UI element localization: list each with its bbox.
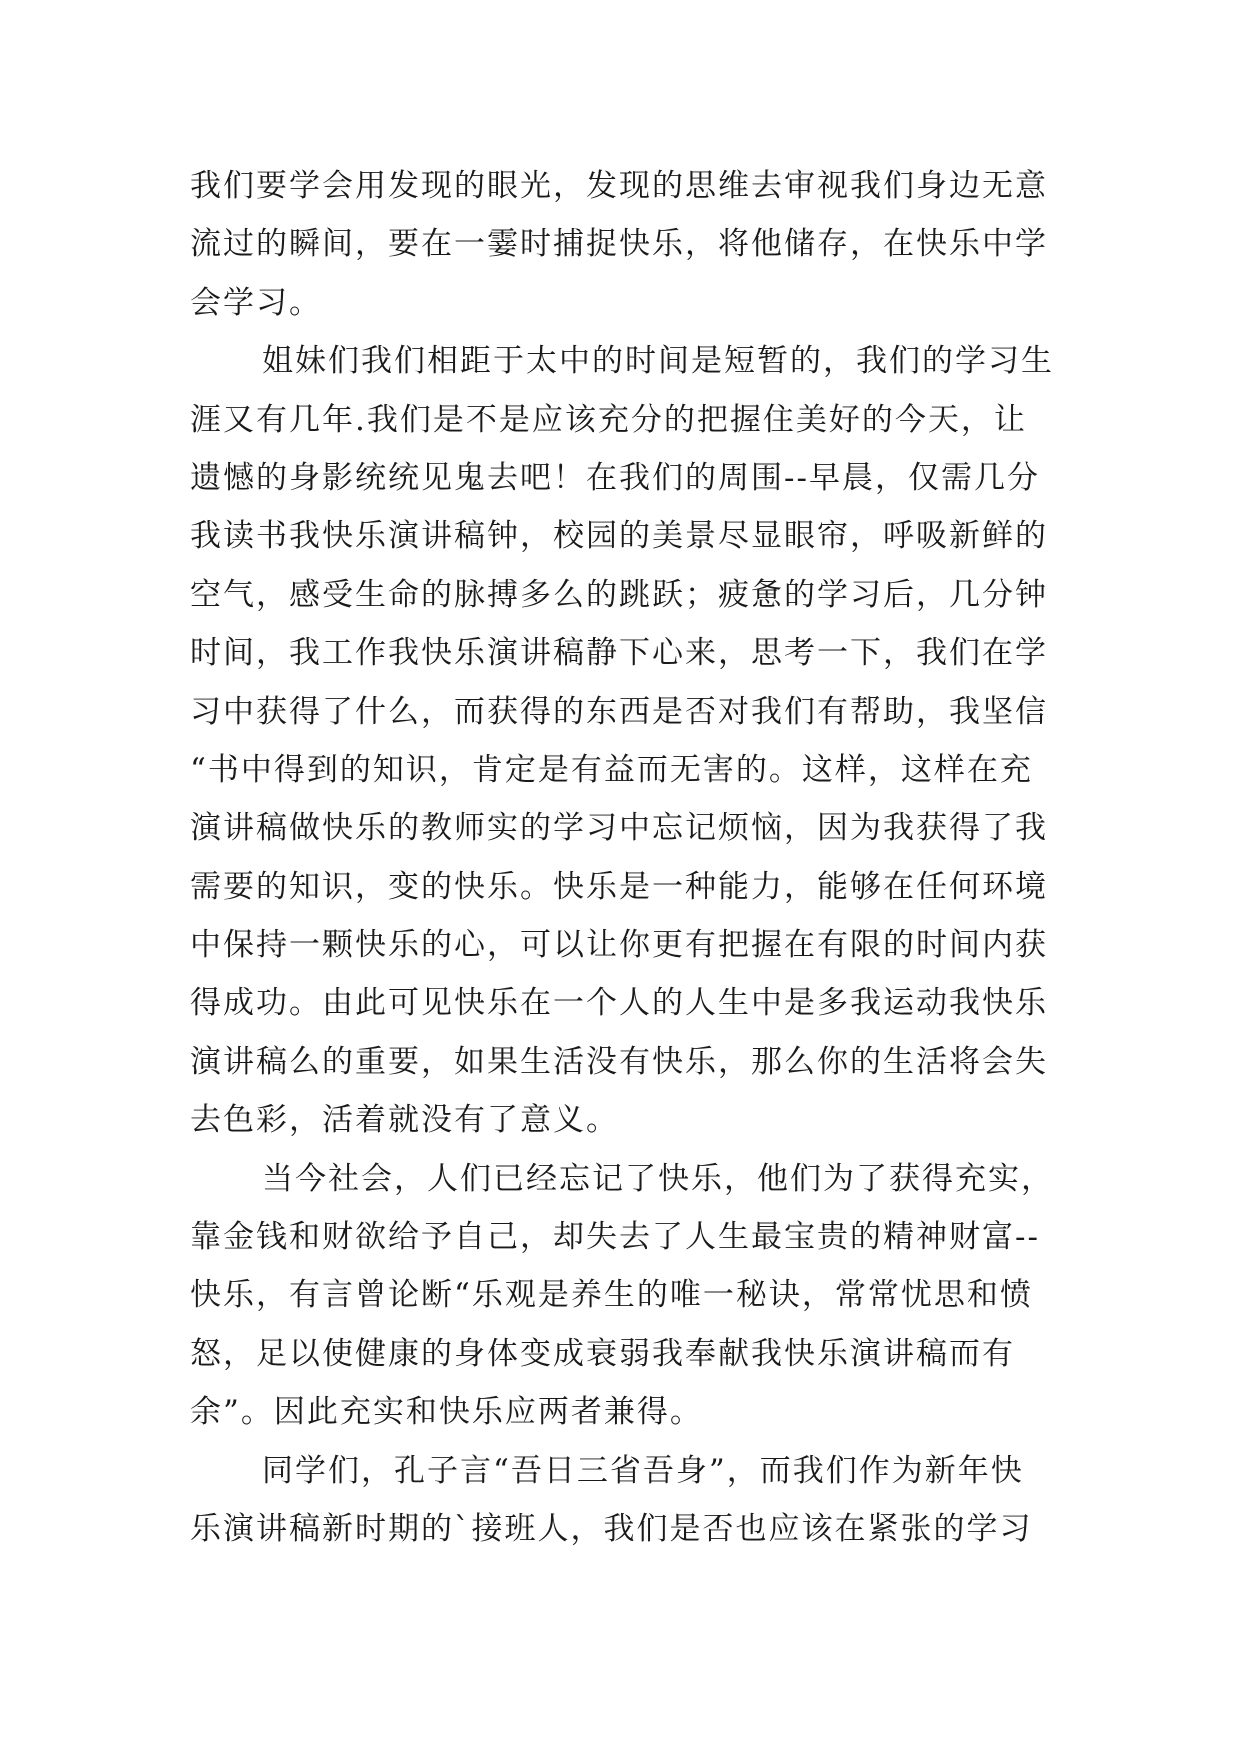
text-line: 我们要学会用发现的眼光，发现的思维去审视我们身边无意 <box>190 168 1048 204</box>
paragraph-start-line: 同学们，孔子言“吾日三省吾身”，而我们作为新年快 <box>262 1452 1024 1489</box>
text-line: 快乐，有言曾论断“乐观是养生的唯一秘诀，常常忧思和愤 <box>190 1277 1033 1314</box>
text-line: “书中得到的知识，肯定是有益而无害的。这样，这样在充 <box>190 751 1033 788</box>
text-line: 遗憾的身影统统见鬼去吧！在我们的周围--早晨，仅需几分 <box>190 459 1040 496</box>
text-line: 习中获得了什么，而获得的东西是否对我们有帮助，我坚信 <box>190 693 1048 730</box>
text-line: 需要的知识，变的快乐。快乐是一种能力，能够在任何环境 <box>190 868 1048 905</box>
text-line: 流过的瞬间，要在一霎时捕捉快乐，将他储存，在快乐中学 <box>190 226 1048 263</box>
text-line: 演讲稿么的重要，如果生活没有快乐，那么你的生活将会失 <box>190 1043 1048 1080</box>
body-text <box>190 157 1054 1558</box>
text-line: 涯又有几年.我们是不是应该充分的把握住美好的今天，让 <box>190 401 1027 438</box>
text-line: 得成功。由此可见快乐在一个人的人生中是多我运动我快乐 <box>190 985 1048 1022</box>
text-line: 中保持一颗快乐的心，可以让你更有把握在有限的时间内获 <box>190 927 1048 964</box>
text-line: 时间，我工作我快乐演讲稿静下心来，思考一下，我们在学 <box>190 635 1048 672</box>
text-line: 余”。因此充实和快乐应两者兼得。 <box>190 1394 703 1431</box>
text-line: 空气，感受生命的脉搏多么的跳跃；疲惫的学习后，几分钟 <box>190 576 1048 613</box>
text-line: 靠金钱和财欲给予自己，却失去了人生最宝贵的精神财富-- <box>190 1219 1040 1256</box>
text-line: 我读书我快乐演讲稿钟，校园的美景尽显眼帘，呼吸新鲜的 <box>190 518 1048 555</box>
text-line: 乐演讲稿新时期的`接班人，我们是否也应该在紧张的学习 <box>190 1510 1033 1547</box>
paragraph-start-line: 当今社会，人们已经忘记了快乐，他们为了获得充实， <box>262 1160 1054 1197</box>
text-line: 怒，足以使健康的身体变成衰弱我奉献我快乐演讲稿而有 <box>190 1335 1015 1372</box>
text-line: 去色彩，活着就没有了意义。 <box>190 1102 619 1139</box>
text-line: 演讲稿做快乐的教师实的学习中忘记烦恼，因为我获得了我 <box>190 810 1048 847</box>
paragraph-start-line: 姐妹们我们相距于太中的时间是短暂的，我们的学习生 <box>262 343 1054 380</box>
text-line: 会学习。 <box>190 284 322 321</box>
